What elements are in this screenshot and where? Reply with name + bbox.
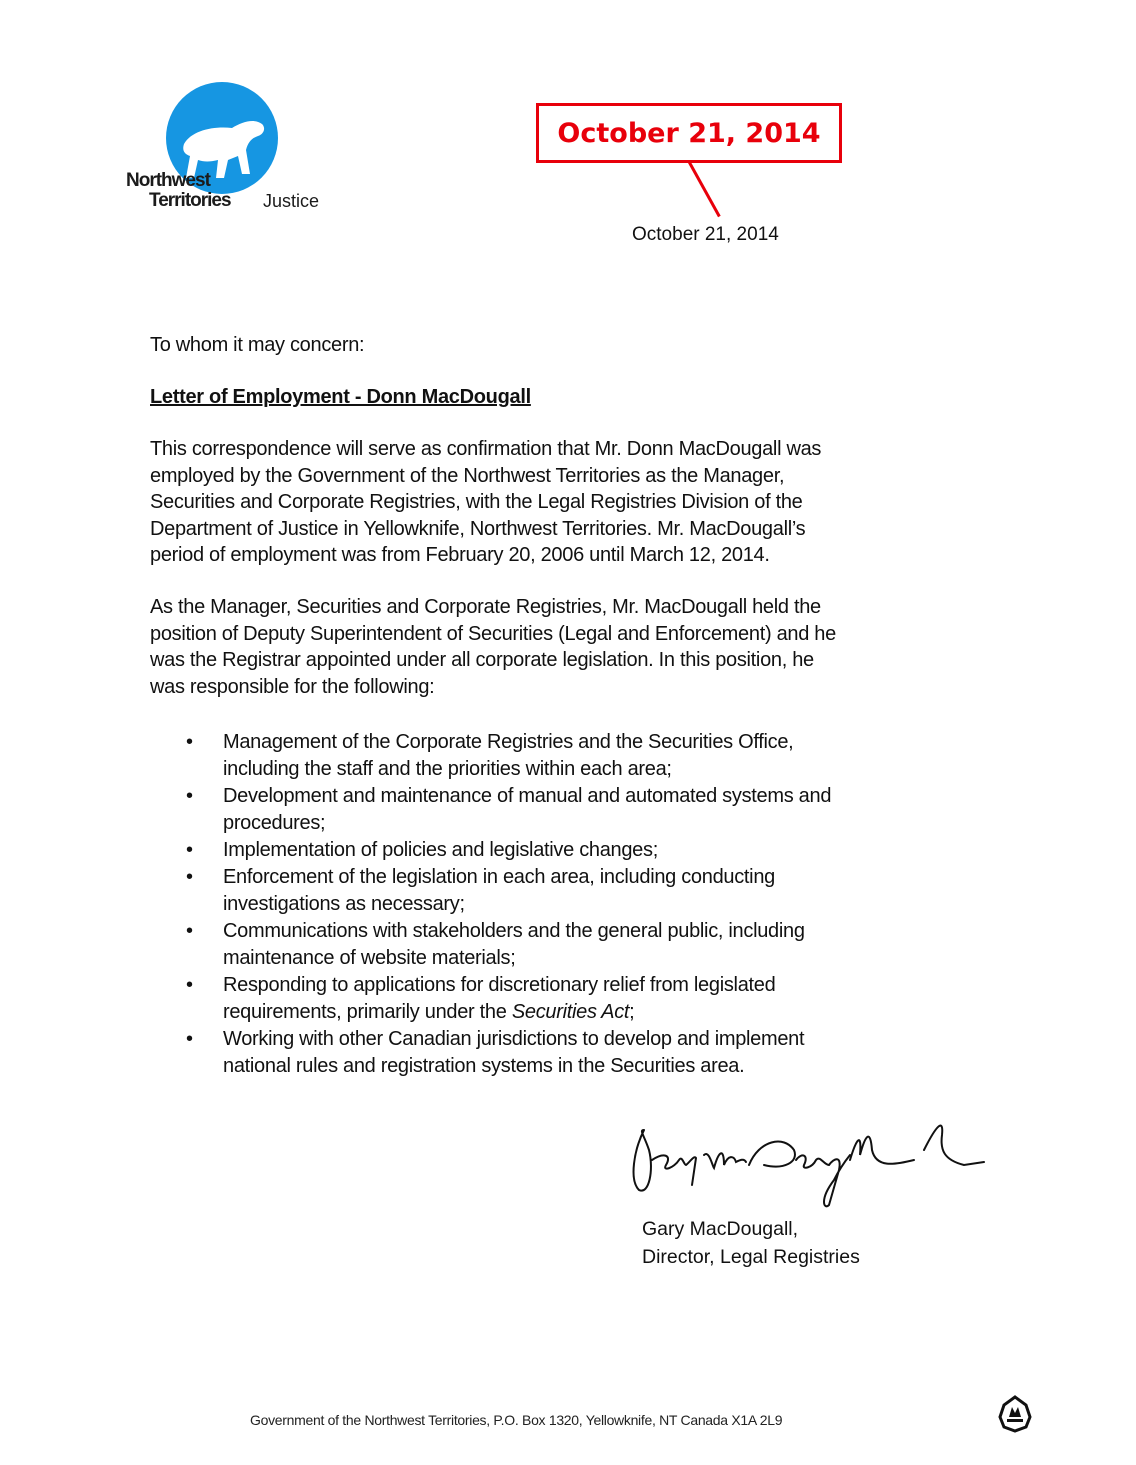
paragraph-line: was responsible for the following: (150, 675, 435, 698)
bullet-icon: • (186, 866, 193, 888)
paragraph-line: As the Manager, Securities and Corporate Registries, Mr. MacDougall held the (150, 596, 821, 618)
letter-subject: Letter of Employment - Donn MacDougall (150, 386, 531, 408)
paragraph-line: period of employment was from February 20, 2006 until March 12, 2014. (150, 544, 770, 566)
paragraph-line: Securities and Corporate Registries, with the Legal Registries Division of the (150, 491, 803, 513)
list-item-line: maintenance of website materials; (223, 947, 516, 969)
nwt-emblem-icon (996, 1395, 1034, 1433)
list-item-line: procedures; (223, 812, 326, 834)
date-callout-annotation: October 21, 2014 (536, 103, 842, 163)
logo-text-territories: Territories (149, 190, 231, 211)
logo-text-northwest: Northwest (126, 170, 210, 191)
list-item (186, 1026, 986, 1080)
paragraph-position-description (150, 594, 1000, 700)
bullet-icon: • (186, 920, 193, 942)
signatory-title: Director, Legal Registries (642, 1246, 860, 1268)
list-item (186, 729, 986, 783)
bullet-icon: • (186, 785, 193, 807)
letter-date: October 21, 2014 (632, 224, 779, 245)
list-item-line: including the staff and the priorities within each area; (223, 758, 672, 780)
bullet-icon: • (186, 974, 193, 996)
bullet-icon: • (186, 839, 193, 861)
list-item-suffix: ; (629, 1001, 635, 1023)
list-item (186, 918, 986, 972)
list-item-line: Enforcement of the legislation in each area, including conducting (223, 866, 775, 888)
paragraph-line: This correspondence will serve as confirmation that Mr. Donn MacDougall was (150, 438, 822, 460)
list-item-text: requirements, primarily under the (223, 1001, 512, 1023)
callout-leader-line (688, 162, 721, 218)
paragraph-line: Department of Justice in Yellowknife, Northwest Territories. Mr. MacDougall’s (150, 517, 806, 540)
list-item-line: Working with other Canadian jurisdictions to develop and implement (223, 1028, 805, 1050)
salutation: To whom it may concern: (150, 334, 365, 356)
responsibilities-list (186, 729, 986, 1080)
list-item-line: Development and maintenance of manual and automated systems and (223, 785, 832, 807)
list-item (186, 783, 986, 837)
paragraph-line: was the Registrar appointed under all corporate legislation. In this position, he (150, 649, 814, 671)
act-title: Securities Act (511, 1001, 630, 1023)
list-item-line: Implementation of policies and legislative changes; (223, 839, 658, 861)
paragraph-employment-confirmation (150, 436, 1000, 569)
paragraph-line: employed by the Government of the Northwest Territories as the Manager, (150, 464, 785, 487)
signatory-block (642, 1215, 860, 1271)
list-item-line: Responding to applications for discretionary relief from legislated (223, 974, 776, 996)
list-item-line: investigations as necessary; (223, 893, 465, 915)
logo-text-justice: Justice (263, 191, 320, 211)
list-item-line: Management of the Corporate Registries and the Securities Office, (223, 731, 794, 753)
paragraph-line: position of Deputy Superintendent of Securities (Legal and Enforcement) and he (150, 622, 836, 645)
list-item-line (223, 999, 986, 1026)
list-item (186, 837, 986, 864)
bullet-icon: • (186, 1028, 193, 1050)
handwritten-signature (624, 1110, 994, 1220)
list-item (186, 864, 986, 918)
signatory-name: Gary MacDougall, (642, 1218, 799, 1240)
footer-address: Government of the Northwest Territories, P.O. Box 1320, Yellowknife, NT Canada X1A 2L9 (250, 1412, 783, 1428)
bullet-icon: • (186, 731, 193, 753)
nwt-justice-logo (124, 82, 364, 222)
list-item-line: Communications with stakeholders and the general public, including (223, 920, 805, 942)
list-item (186, 972, 986, 1026)
list-item-line: national rules and registration systems in the Securities area. (223, 1055, 745, 1077)
